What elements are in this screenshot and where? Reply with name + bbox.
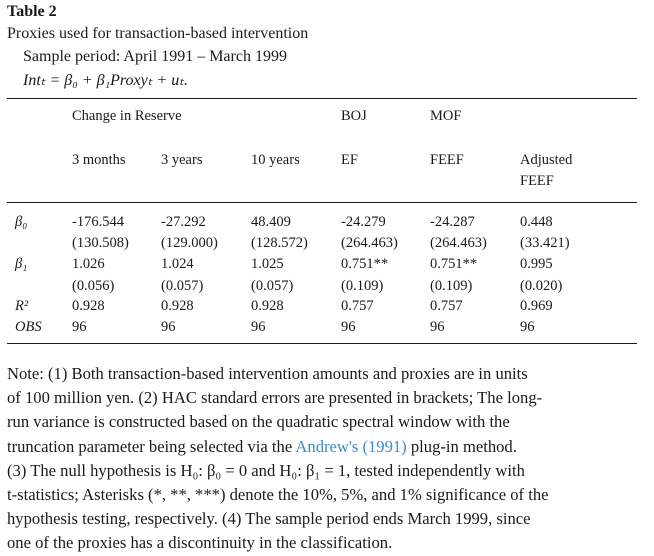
table-cell: 0.448: [520, 214, 553, 230]
citation-link[interactable]: Andrew's (1991): [295, 436, 407, 456]
row-label-r2: R²: [15, 298, 29, 314]
table-cell: (129.000): [161, 235, 218, 251]
note-line: (3) The null hypothesis is H₀: β₀ = 0 and H₀: β₁ = 1, tested independently with: [7, 460, 525, 480]
table-cell: 96: [341, 319, 356, 335]
row-label-beta0: β₀: [15, 214, 28, 230]
table-cell: (0.020): [520, 278, 563, 294]
table-cell: 48.409: [251, 214, 291, 230]
table-cell: (0.109): [430, 278, 473, 294]
regression-equation: Intₜ = β₀ + β₁Proxyₜ + uₜ.: [23, 72, 188, 89]
table-cell: (130.508): [72, 235, 129, 251]
table-cell: (264.463): [341, 235, 398, 251]
table-cell: 96: [430, 319, 445, 335]
table-cell: 1.026: [72, 256, 105, 272]
col-header-adjusted: Adjusted: [520, 152, 573, 168]
table-label: Table 2: [7, 3, 57, 20]
note-line: [7, 435, 635, 459]
table-cell: (0.109): [341, 278, 384, 294]
table-note: [7, 362, 635, 556]
note-text: plug-in method.: [406, 436, 517, 456]
table-cell: (33.421): [520, 235, 570, 251]
col-header-adjusted-feef: FEEF: [520, 173, 554, 189]
table-cell: 96: [520, 319, 535, 335]
table-cell: 0.751**: [430, 256, 478, 272]
top-rule: [7, 98, 637, 99]
note-line: hypothesis testing, respectively. (4) The sample period ends March 1999, since: [7, 509, 531, 529]
col-header-3-months: 3 months: [72, 152, 126, 168]
table-cell: (0.057): [161, 278, 204, 294]
table-cell: -27.292: [161, 214, 206, 230]
table-cell: 0.928: [251, 298, 284, 314]
table-cell: (0.056): [72, 278, 115, 294]
note-line: run variance is constructed based on the quadratic spectral window with the: [7, 412, 510, 432]
col-header-3-years: 3 years: [161, 152, 203, 168]
table-cell: -24.287: [430, 214, 475, 230]
table-cell: (128.572): [251, 235, 308, 251]
table-cell: 0.928: [72, 298, 105, 314]
table-cell: 0.928: [161, 298, 194, 314]
table-cell: -24.279: [341, 214, 386, 230]
note-line: one of the proxies has a discontinuity in the classification.: [7, 533, 393, 553]
table-cell: (264.463): [430, 235, 487, 251]
table-cell: 96: [72, 319, 87, 335]
col-header-10-years: 10 years: [251, 152, 300, 168]
note-line: Note: (1) Both transaction-based intervention amounts and proxies are in units: [7, 364, 528, 383]
table-cell: 0.757: [430, 298, 463, 314]
table-cell: 0.995: [520, 256, 553, 272]
table-cell: 1.025: [251, 256, 284, 272]
bottom-rule: [7, 343, 637, 344]
row-label-obs: OBS: [15, 319, 42, 335]
table-cell: -176.544: [72, 214, 124, 230]
col-header-ef: EF: [341, 152, 358, 168]
row-label-beta1: β₁: [15, 256, 28, 272]
table-cell: 0.969: [520, 298, 553, 314]
header-rule: [7, 202, 637, 203]
group-change-in-reserve: Change in Reserve: [72, 108, 182, 124]
note-line: t-statistics; Asterisks (*, **, ***) denote the 10%, 5%, and 1% significance of the: [7, 485, 549, 505]
table-cell: 1.024: [161, 256, 194, 272]
group-boj: BOJ: [341, 108, 367, 124]
note-line: of 100 million yen. (2) HAC standard errors are presented in brackets; The long-: [7, 388, 543, 408]
table-cell: 96: [251, 319, 266, 335]
table-cell: 96: [161, 319, 176, 335]
group-mof: MOF: [430, 108, 462, 124]
col-header-feef: FEEF: [430, 152, 464, 168]
sample-period: Sample period: April 1991 – March 1999: [23, 48, 287, 65]
table-caption: Proxies used for transaction-based intervention: [7, 25, 309, 42]
table-cell: 0.751**: [341, 256, 389, 272]
table-cell: (0.057): [251, 278, 294, 294]
table-cell: 0.757: [341, 298, 374, 314]
note-text: truncation parameter being selected via the: [7, 436, 296, 456]
